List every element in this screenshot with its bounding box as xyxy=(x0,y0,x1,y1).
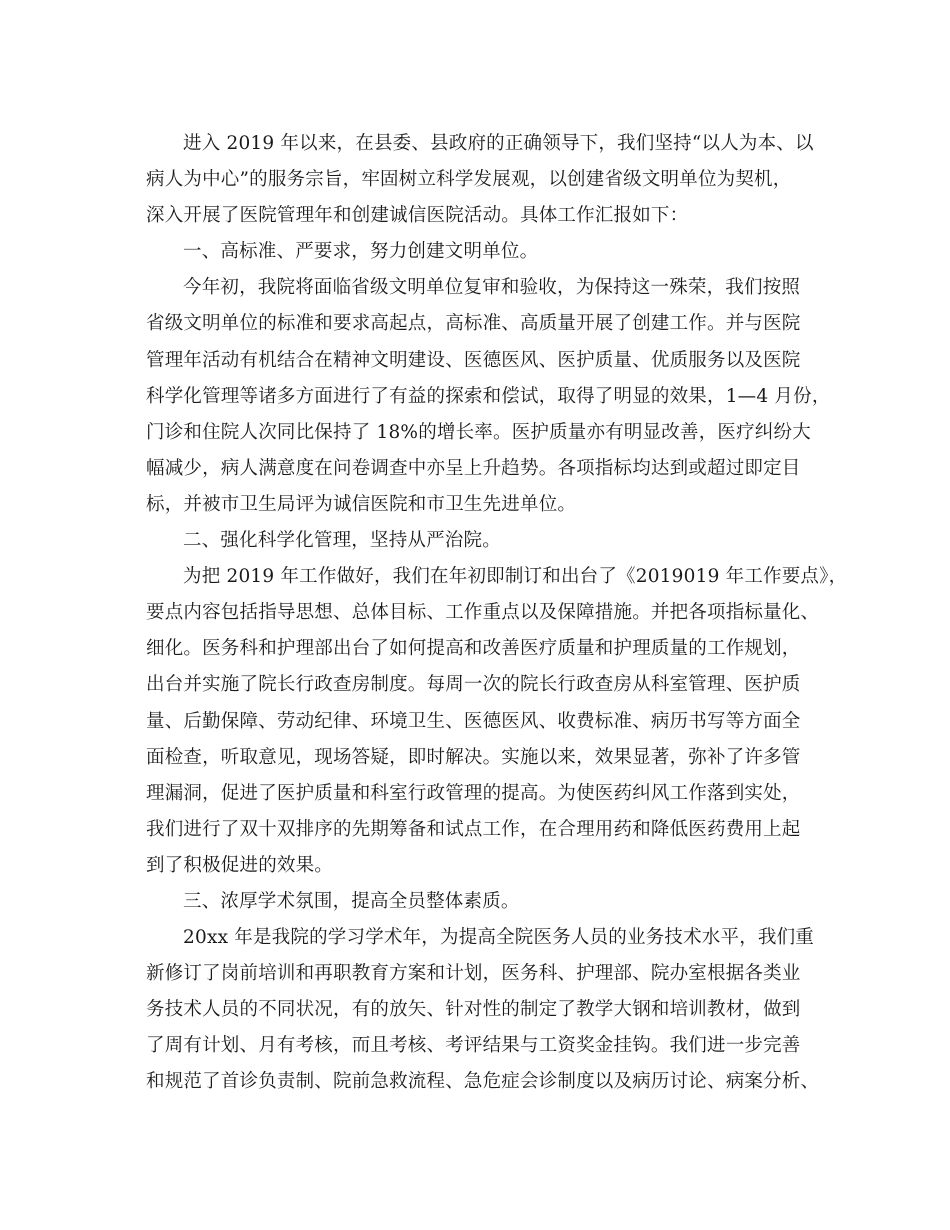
paragraph-line: 和规范了首诊负责制、院前急救流程、急危症会诊制度以及病历讨论、病案分析、 xyxy=(146,1071,820,1093)
paragraph-line: 管理年活动有机结合在精神文明建设、医德医风、医护质量、优质服务以及医院 xyxy=(146,349,801,371)
paragraph-first-line: 今年初，我院将面临省级文明单位复审和验收，为保持这一殊荣，我们按照 xyxy=(183,277,801,299)
paragraph-first-line: 三、浓厚学术氛围，提高全员整体素质。 xyxy=(183,890,520,912)
paragraph-line: 幅减少，病人满意度在问卷调查中亦呈上升趋势。各项指标均达到或超过即定目 xyxy=(146,457,801,479)
paragraph-line: 深入开展了医院管理年和创建诚信医院活动。具体工作汇报如下： xyxy=(146,205,689,227)
paragraph-line: 面检查，听取意见，现场答疑，即时解决。实施以来，效果显著，弥补了许多管 xyxy=(146,746,801,768)
paragraph-line: 出台并实施了院长行政查房制度。每周一次的院长行政查房从科室管理、医护质 xyxy=(146,674,801,696)
paragraph-line: 到了积极促进的效果。 xyxy=(146,854,334,876)
paragraph-line: 务技术人员的不同状况，有的放矢、针对性的制定了教学大钢和培训教材，做到 xyxy=(146,999,801,1021)
paragraph-line: 标，并被市卫生局评为诚信医院和市卫生先进单位。 xyxy=(146,493,577,515)
paragraph-line: 了周有计划、月有考核，而且考核、考评结果与工资奖金挂钩。我们进一步完善 xyxy=(146,1035,801,1057)
paragraph-line: 量、后勤保障、劳动纪律、环境卫生、医德医风、收费标准、病历书写等方面全 xyxy=(146,710,801,732)
paragraph-line: 新修订了岗前培训和再职教育方案和计划，医务科、护理部、院办室根据各类业 xyxy=(146,963,801,985)
document-body xyxy=(146,126,848,1101)
paragraph-first-line: 20xx 年是我院的学习学术年，为提高全院医务人员的业务技术水平，我们重 xyxy=(183,927,814,949)
paragraph-line: 要点内容包括指导思想、总体目标、工作重点以及保障措施。并把各项指标量化、 xyxy=(146,602,820,624)
paragraph-line: 细化。医务科和护理部出台了如何提高和改善医疗质量和护理质量的工作规划， xyxy=(146,638,801,660)
paragraph-line: 我们进行了双十双排序的先期筹备和试点工作，在合理用药和降低医药费用上起 xyxy=(146,818,801,840)
paragraph-first-line: 为把 2019 年工作做好，我们在年初即制订和出台了《2019019 年工作要点》， xyxy=(183,566,848,588)
paragraph-line: 门诊和住院人次同比保持了 18%的增长率。医护质量亦有明显改善，医疗纠纷大 xyxy=(146,421,811,443)
paragraph-first-line: 二、强化科学化管理，坚持从严治院。 xyxy=(183,530,501,552)
paragraph-line: 理漏洞，促进了医护质量和科室行政管理的提高。为使医药纠风工作落到实处， xyxy=(146,782,801,804)
paragraph-line: 科学化管理等诸多方面进行了有益的探索和偿试，取得了明显的效果，1—4 月份， xyxy=(146,385,831,407)
paragraph-line: 病人为中心”的服务宗旨，牢固树立科学发展观，以创建省级文明单位为契机， xyxy=(146,169,792,191)
paragraph-first-line: 进入 2019 年以来，在县委、县政府的正确领导下，我们坚持“以人为本、以 xyxy=(183,133,814,154)
paragraph-first-line: 一、高标准、严要求，努力创建文明单位。 xyxy=(183,241,539,263)
paragraph-line: 省级文明单位的标准和要求高起点，高标准、高质量开展了创建工作。并与医院 xyxy=(146,313,801,335)
